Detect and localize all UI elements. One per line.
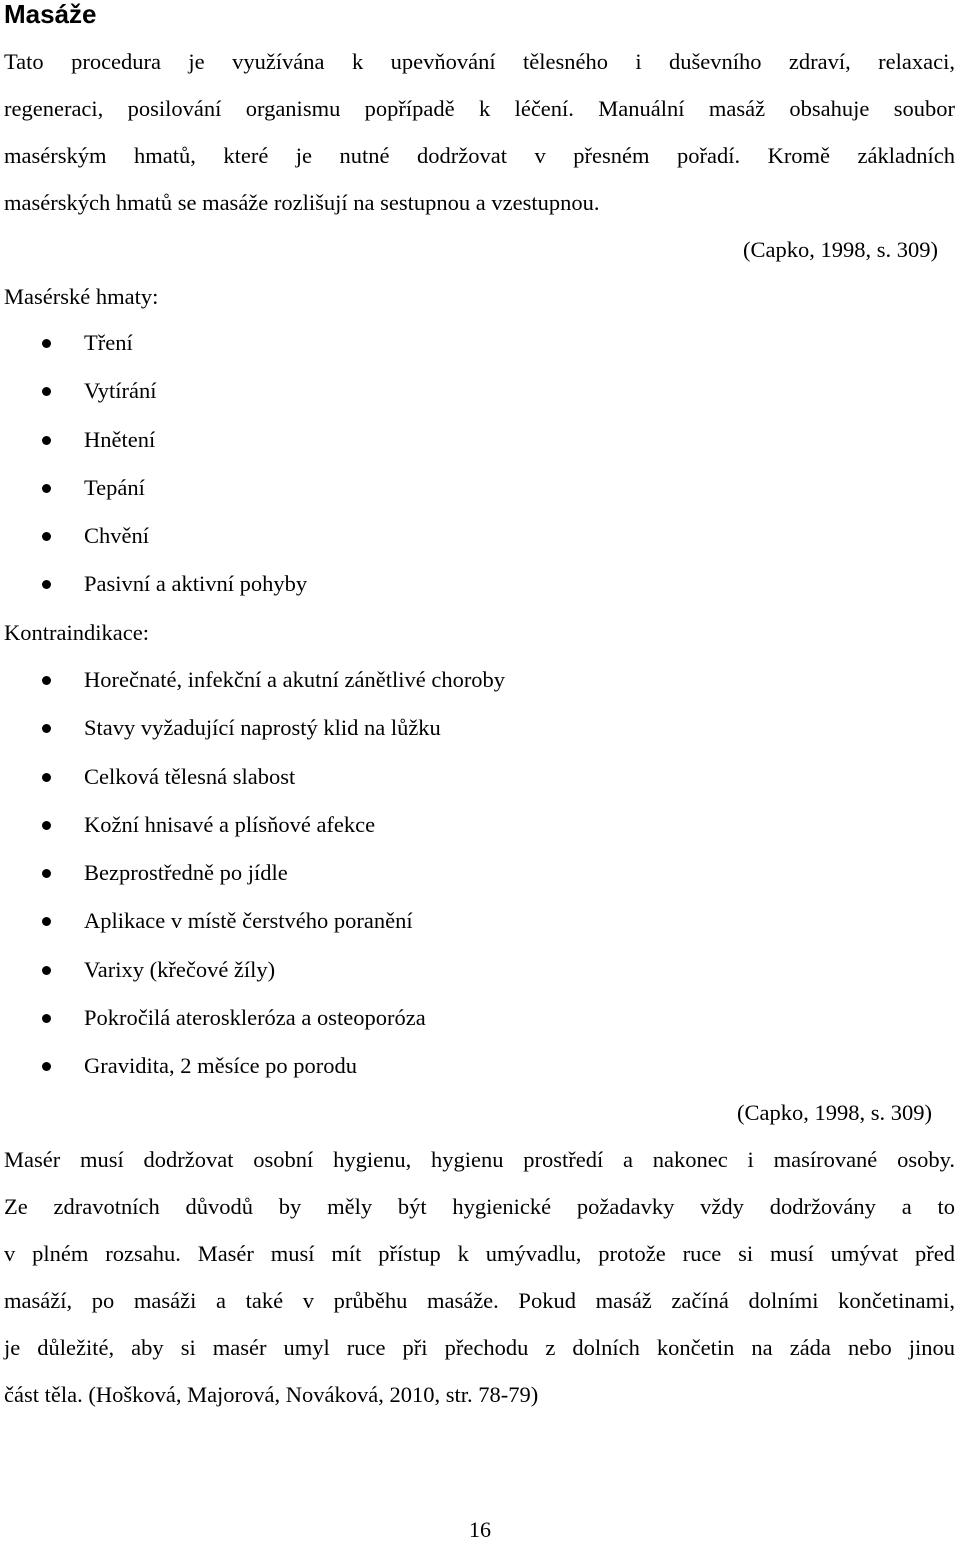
bullet-icon xyxy=(42,1062,51,1071)
bullet-icon xyxy=(42,724,51,733)
intro-citation: (Capko, 1998, s. 309) xyxy=(743,237,938,262)
bullet-icon xyxy=(42,1014,51,1023)
bullet-icon xyxy=(42,339,51,348)
bullet-icon xyxy=(42,966,51,975)
hygiene-line: Ze zdravotních důvodů by měly být hygienické požadavky vždy dodržovány a to xyxy=(4,1194,955,1219)
contraindications-label: Kontraindikace: xyxy=(4,620,149,645)
techniques-label: Masérské hmaty: xyxy=(4,284,159,309)
hygiene-line: v plném rozsahu. Masér musí mít přístup k umývadlu, protože ruce si musí umývat před xyxy=(4,1241,955,1266)
intro-line: Tato procedura je využívána k upevňování tělesného i duševního zdraví, relaxaci, xyxy=(4,49,955,74)
intro-line: masérským hmatů, které je nutné dodržovat v přesném pořadí. Kromě základních xyxy=(4,143,955,168)
bullet-icon xyxy=(42,821,51,830)
intro-paragraph xyxy=(4,38,955,226)
bullet-icon xyxy=(42,484,51,493)
bullet-icon xyxy=(42,773,51,782)
hygiene-paragraph xyxy=(4,1136,955,1418)
bullet-icon xyxy=(42,387,51,396)
bullet-icon xyxy=(42,436,51,445)
contraindications-citation: (Capko, 1998, s. 309) xyxy=(737,1100,932,1125)
bullet-icon xyxy=(42,869,51,878)
bullet-icon xyxy=(42,917,51,926)
hygiene-line: část těla. (Hošková, Majorová, Nováková, 2010, str. 78-79) xyxy=(4,1382,539,1407)
hygiene-line: Masér musí dodržovat osobní hygienu, hygienu prostředí a nakonec i masírované osoby. xyxy=(4,1147,955,1172)
bullet-icon xyxy=(42,676,51,685)
bullet-icon xyxy=(42,532,51,541)
hygiene-line: masáží, po masáži a také v průběhu masáže. Pokud masáž začíná dolními končetinami, xyxy=(4,1288,955,1313)
bullet-icon xyxy=(42,580,51,589)
page-number: 16 xyxy=(469,1517,491,1542)
hygiene-line: je důležité, aby si masér umyl ruce při přechodu z dolních končetin na záda nebo jinou xyxy=(4,1335,955,1360)
intro-line: masérských hmatů se masáže rozlišují na sestupnou a vzestupnou. xyxy=(4,190,600,215)
section-heading: Masáže xyxy=(4,0,97,29)
intro-line: regeneraci, posilování organismu popřípadě k léčení. Manuální masáž obsahuje soubor xyxy=(4,96,955,121)
document-page: Masáže Tato procedura je využívána k upevňování tělesného i duševního zdraví, relaxaci, regeneraci, posilování organismu popřípadě k léčení. Manuální masáž obsahuje soubor masérským hmatů, které je nutné dodržovat v přesném pořadí. Kromě základních masérských hmatů se masáže rozlišují na sestupnou a vzestupnou. (Capko, 1998, s. 309) Masérské hmaty: Tření Vytírání Hnětení Tepání Chvění Pasivní a aktivní pohyby Kontraindikace: Horečnaté, infekční a akutní zánětlivé choroby Stavy vyžadující naprostý klid na lůžku Celková tělesná slabost Kožní hnisavé a plísňové afekce Bezprostředně po jídle Aplikace v místě čerstvého poranění Varixy (křečové žíly) Pokročilá ateroskleróza a osteoporóza Gravidita, 2 měsíce po porodu (Capko, 1998, s. 309) Masér musí dodržovat osobní hygienu, hygienu prostředí a nakonec i masírované osoby. Ze zdravotních důvodů by měly být hygienické požadavky vždy dodržovány a to v plném rozsahu. Masér musí mít přístup k umývadlu, protože ruce si musí umývat před masáží, po masáži a také v průběhu masáže. Pokud masáž začíná dolními končetinami, je důležité, aby si masér umyl ruce při přechodu z dolních končetin na záda nebo jinou část těla. (Hošková, Majorová, Nováková, 2010, str. 78-79) 16 xyxy=(0,0,960,1545)
